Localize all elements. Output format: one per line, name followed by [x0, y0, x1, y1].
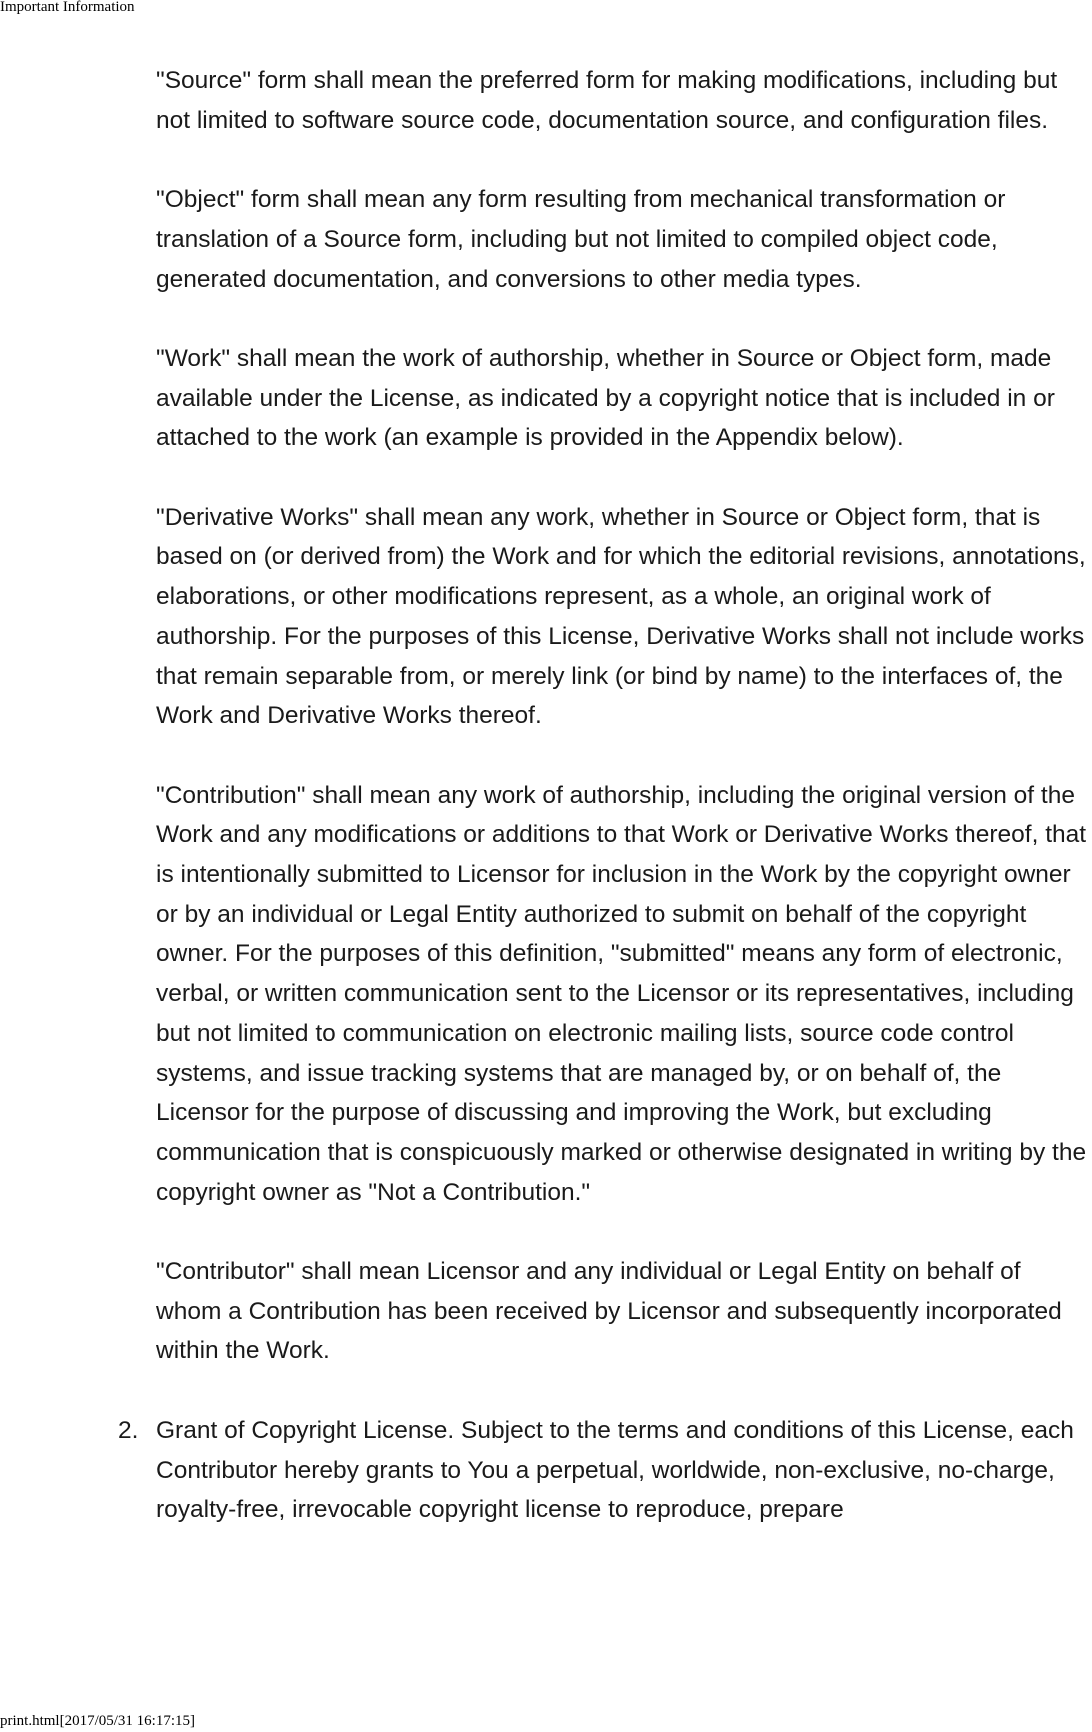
- section-grant-of-copyright-license: [118, 1411, 1090, 1530]
- definition-source: "Source" form shall mean the preferred form for making modifications, including but not limited to software source code, documentation source, and configuration files.: [156, 67, 1058, 134]
- license-document-body: [118, 61, 1090, 1530]
- print-header-title: Important Information: [0, 0, 135, 15]
- section-number: 2.: [118, 1416, 139, 1444]
- definition-object: "Object" form shall mean any form resulting from mechanical transformation or translation of a Source form, including but not limited to compiled object code, generated documentation, and conversions to other media types.: [156, 186, 1006, 293]
- definition-contributor: "Contributor" shall mean Licensor and any individual or Legal Entity on behalf of whom a Contribution has been received by Licensor and subsequently incorporated within the Work.: [156, 1258, 1062, 1365]
- print-footer-url: print.html[2017/05/31 16:17:15]: [0, 1713, 195, 1729]
- definition-contribution: "Contribution" shall mean any work of authorship, including the original version of the Work and any modifications or additions to that Work or Derivative Works thereof, that is intentionally submitted to Licensor for inclusion in the Work by the copyright owner or by an individual or Legal Entity authorized to submit on behalf of the copyright owner. For the purposes of this definition, "submitted" means any form of electronic, verbal, or written communication sent to the Licensor or its representatives, including but not limited to communication on electronic mailing lists, source code control systems, and issue tracking systems that are managed by, or on behalf of, the Licensor for the purpose of discussing and improving the Work, but excluding communication that is conspicuously marked or otherwise designated in writing by the copyright owner as "Not a Contribution.": [156, 781, 1087, 1206]
- definition-work: "Work" shall mean the work of authorship, whether in Source or Object form, made available under the License, as indicated by a copyright notice that is included in or attached to the work (an example is provided in the Appendix below).: [156, 344, 1055, 452]
- definition-derivative-works: "Derivative Works" shall mean any work, whether in Source or Object form, that is based on (or derived from) the Work and for which the editorial revisions, annotations, elaborations, or other modifications represent, as a whole, an original work of authorship. For the purposes of this License, Derivative Works shall not include works that remain separable from, or merely link (or bind by name) to the interfaces of, the Work and Derivative Works thereof.: [156, 503, 1086, 730]
- section-text: Grant of Copyright License. Subject to the terms and conditions of this License, each Contributor hereby grants to You a perpetual, worldwide, non-exclusive, no-charge, royalty-free, irrevocable copyright license to reproduce, prepare: [156, 1416, 1074, 1524]
